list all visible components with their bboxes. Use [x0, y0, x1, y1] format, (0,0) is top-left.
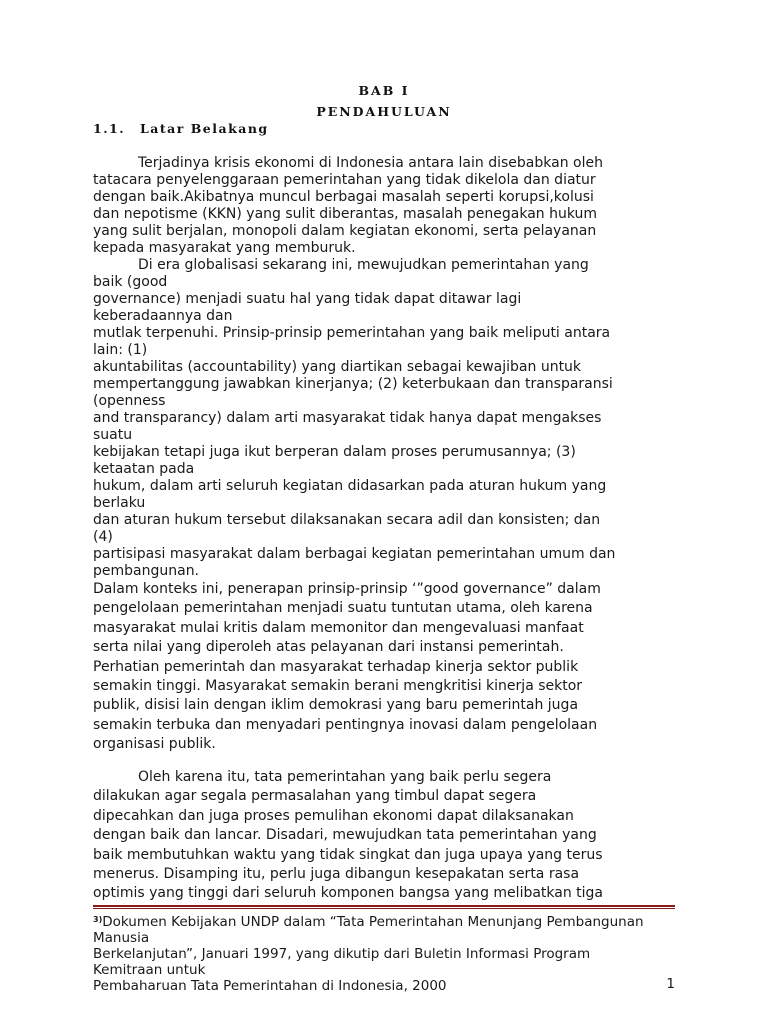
- paragraph-4: [93, 768, 675, 904]
- footnote-marker: 3): [93, 915, 103, 924]
- paragraph-4-line: optimis yang tinggi dari seluruh komponen bangsa yang melibatkan tiga: [93, 885, 604, 902]
- paragraph-2-line: suatu: [93, 427, 133, 443]
- paragraph-2-line: partisipasi masyarakat dalam berbagai kegiatan pemerintahan umum dan: [93, 546, 616, 562]
- footnote-line: Manusia: [93, 930, 150, 946]
- chapter-label: BAB I: [358, 83, 410, 98]
- footnote: [93, 912, 675, 994]
- paragraph-2-line: mutlak terpenuhi. Prinsip-prinsip pemerintahan yang baik meliputi antara: [93, 325, 611, 341]
- paragraph-1: [93, 155, 675, 257]
- chapter-title: PENDAHULUAN: [316, 104, 452, 119]
- paragraph-2-line: akuntabilitas (accountability) yang diartikan sebagai kewajiban untuk: [93, 359, 582, 375]
- paragraph-3-line: pengelolaan pemerintahan menjadi suatu tuntutan utama, oleh karena: [93, 600, 593, 617]
- paragraph-2-line: kebijakan tetapi juga ikut berperan dalam proses perumusannya; (3): [93, 444, 576, 460]
- paragraph-2-line: hukum, dalam arti seluruh kegiatan didasarkan pada aturan hukum yang: [93, 478, 607, 494]
- paragraph-4-line: dengan baik dan lancar. Disadari, mewujudkan tata pemerintahan yang: [93, 827, 597, 844]
- section-title: Latar Belakang: [140, 121, 269, 136]
- paragraph-4-line: Oleh karena itu, tata pemerintahan yang baik perlu segera: [138, 769, 552, 785]
- paragraph-3-line: Perhatian pemerintah dan masyarakat terhadap kinerja sektor publik: [93, 658, 579, 675]
- paragraph-2-line: governance) menjadi suatu hal yang tidak dapat ditawar lagi: [93, 291, 522, 307]
- paragraph-3-line: organisasi publik.: [93, 736, 216, 753]
- paragraph-4-line: baik membutuhkan waktu yang tidak singkat dan juga upaya yang terus: [93, 846, 603, 863]
- section-number: 1.1.: [93, 121, 126, 136]
- page-number: 1: [666, 976, 675, 992]
- footnote-line: Berkelanjutan”, Januari 1997, yang dikutip dari Buletin Informasi Program: [93, 946, 591, 962]
- paragraph-3-line: masyarakat mulai kritis dalam memonitor dan mengevaluasi manfaat: [93, 619, 584, 636]
- paragraph-3-line: semakin tinggi. Masyarakat semakin berani mengkritisi kinerja sektor: [93, 678, 583, 695]
- footnote-separator: [93, 905, 675, 909]
- paragraph-1-line: yang sulit berjalan, monopoli dalam kegiatan ekonomi, serta pelayanan: [93, 223, 597, 239]
- paragraph-2-line: dan aturan hukum tersebut dilaksanakan secara adil dan konsisten; dan: [93, 512, 601, 528]
- paragraph-2-line: (4): [93, 529, 113, 545]
- paragraph-3-line: Dalam konteks ini, penerapan prinsip-prinsip ‘”good governance” dalam: [93, 581, 601, 597]
- footnote-line: Pembaharuan Tata Pemerintahan di Indonesia, 2000: [93, 978, 447, 994]
- paragraph-1-line: dan nepotisme (KKN) yang sulit diberantas, masalah penegakan hukum: [93, 206, 598, 222]
- paragraph-2-line: ketaatan pada: [93, 461, 195, 477]
- paragraph-1-line: tatacara penyelenggaraan pemerintahan yang tidak dikelola dan diatur: [93, 172, 596, 188]
- paragraph-2-line: baik (good: [93, 274, 168, 290]
- paragraph-4-line: menerus. Disamping itu, perlu juga dibangun kesepakatan serta rasa: [93, 866, 580, 883]
- section-heading: [93, 121, 269, 136]
- footnote-text: Dokumen Kebijakan UNDP dalam “Tata Pemerintahan Menunjang Pembangunan: [102, 914, 644, 930]
- footnote-line: Kemitraan untuk: [93, 962, 206, 978]
- footnote-line: [93, 912, 675, 930]
- paragraph-2-line: mempertanggung jawabkan kinerjanya; (2) keterbukaan dan transparansi: [93, 376, 613, 392]
- paragraph-1-line: dengan baik.Akibatnya muncul berbagai masalah seperti korupsi,kolusi: [93, 189, 594, 205]
- paragraph-3-line: semakin terbuka dan menyadari pentingnya inovasi dalam pengelolaan: [93, 716, 598, 733]
- paragraph-2-line: Di era globalisasi sekarang ini, mewujudkan pemerintahan yang: [138, 257, 589, 273]
- paragraph-2-line: and transparancy) dalam arti masyarakat tidak hanya dapat mengakses: [93, 410, 602, 426]
- paragraph-2-line: berlaku: [93, 495, 146, 511]
- paragraph-1-line: Terjadinya krisis ekonomi di Indonesia antara lain disebabkan oleh: [138, 155, 603, 171]
- paragraph-2-line: (openness: [93, 393, 166, 409]
- paragraph-4-line: dilakukan agar segala permasalahan yang timbul dapat segera: [93, 788, 537, 805]
- paragraph-2-line: lain: (1): [93, 342, 148, 358]
- paragraph-3-line: serta nilai yang diperoleh atas pelayanan dari instansi pemerintah.: [93, 639, 564, 656]
- paragraph-2: [93, 257, 675, 580]
- paragraph-3: [93, 580, 675, 755]
- paragraph-3-line: publik, disisi lain dengan iklim demokrasi yang baru pemerintah juga: [93, 697, 579, 714]
- paragraph-2-line: keberadaannya dan: [93, 308, 233, 324]
- paragraph-4-line: dipecahkan dan juga proses pemulihan ekonomi dapat dilaksanakan: [93, 807, 574, 824]
- paragraph-1-line: kepada masyarakat yang memburuk.: [93, 240, 356, 256]
- paragraph-2-line: pembangunan.: [93, 563, 200, 579]
